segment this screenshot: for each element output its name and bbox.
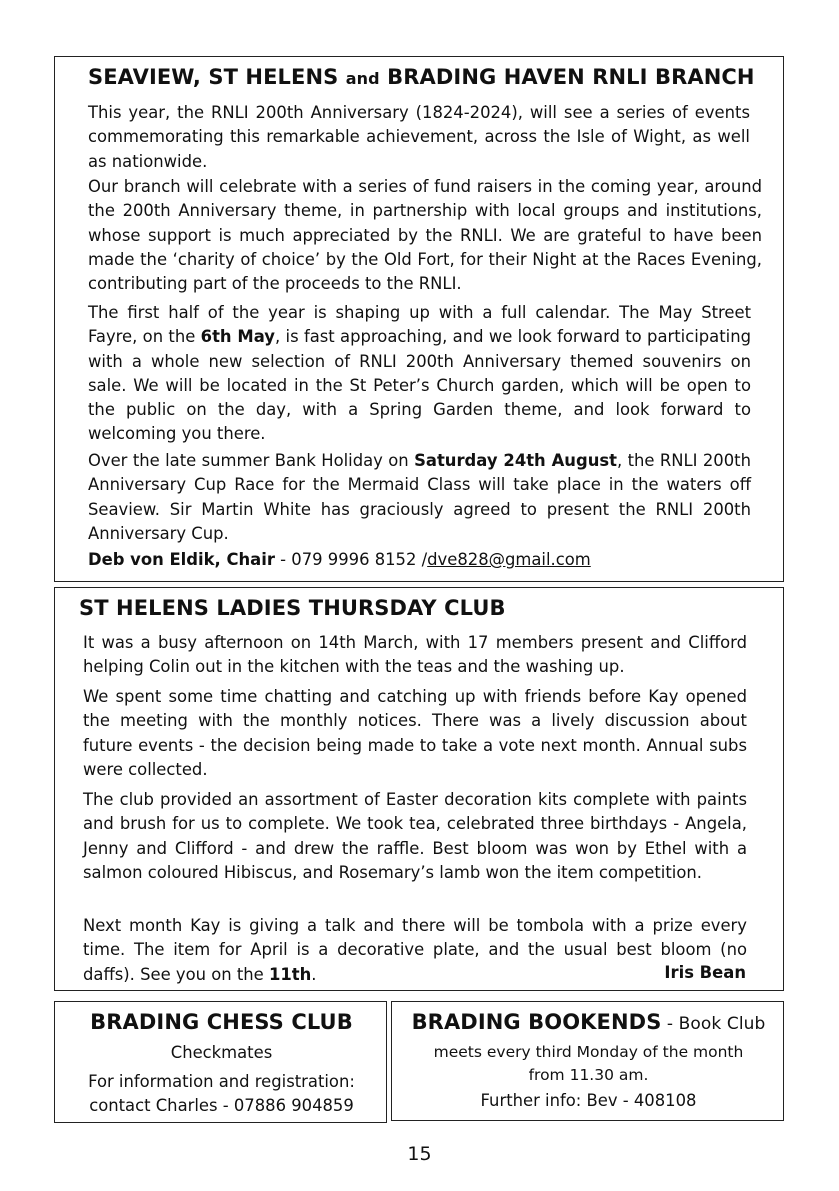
page-number: 15 [407, 1143, 432, 1165]
ladies-author: Iris Bean [664, 963, 746, 982]
rnli-p4-text-a: Over the late summer Bank Holiday on [88, 451, 409, 470]
rnli-p3-date: 6th May [200, 327, 275, 347]
chess-heading: BRADING CHESS CLUB [90, 1010, 353, 1034]
rnli-paragraph-4 [88, 449, 751, 546]
rnli-p4-text-b: , the RNLI 200th Anniversary Cup Race for the Mermaid Class will take place in the waters off Seaview. Sir Martin White has graciously agreed to present the RNLI 200th Anniversary Cup. [88, 451, 751, 543]
bookends-title: BRADING BOOKENDS [411, 1010, 662, 1034]
rnli-p3-text-a: The first half of the year is shaping up with a full calendar. The May Street Fayre, on the [88, 303, 751, 347]
rnli-heading-and: and [345, 69, 380, 88]
rnli-branch-section [54, 56, 784, 582]
rnli-p3-text-b: , is fast approaching, and we look forward to participating with a whole new selection of RNLI 200th Anniversary themed souvenirs on sale. We will be located in the St Peter’s Church garden, which will be open to the public on the day, with a Spring Garden theme, and look forward to welcoming you there. [88, 327, 751, 444]
rnli-heading [88, 65, 755, 89]
ladies-paragraph-2: We spent some time chatting and catching up with friends before Kay opened the meeting with the monthly notices. There was a lively discussion about future events - the decision being made to take a vote next month. Annual subs were collected. [83, 687, 747, 779]
ladies-paragraph-1: It was a busy afternoon on 14th March, with 17 members present and Clifford helping Colin out in the kitchen with the teas and the washing up. [83, 633, 747, 677]
ladies-p4-period: . [311, 964, 317, 984]
chess-info-line-2: contact Charles - 07886 904859 [89, 1096, 354, 1115]
bookends-line-1: meets every third Monday of the month [433, 1043, 744, 1061]
rnli-signature-name: Deb von Eldik, Chair [88, 550, 275, 569]
ladies-thursday-club-section [54, 587, 784, 991]
rnli-heading-part1: SEAVIEW, ST HELENS [88, 65, 339, 89]
chess-club-section [54, 1001, 387, 1123]
rnli-p4-date: Saturday 24th August [414, 451, 617, 470]
chess-subtitle: Checkmates [170, 1043, 273, 1062]
rnli-signature-phone: - 079 9996 8152 / [274, 550, 428, 569]
ladies-heading: ST HELENS LADIES THURSDAY CLUB [79, 596, 506, 620]
ladies-paragraph-4 [83, 914, 747, 987]
rnli-paragraph-2: Our branch will celebrate with a series of fund raisers in the coming year, around the 200th Anniversary theme, in partnership with local groups and institutions, whose support is much appreciated by the RNLI. We are grateful to have been made the ‘charity of choice’ by the Old Fort, for their Night at the Races Evening, contributing part of the proceeds to the RNLI. [88, 177, 762, 294]
bookends-line-2: from 11.30 am. [528, 1066, 649, 1084]
ladies-p4-text: Next month Kay is giving a talk and there will be tombola with a prize every time. The item for April is a decorative plate, and the usual best bloom (no daffs). See you on the [83, 916, 747, 984]
rnli-heading-part2: BRADING HAVEN RNLI BRANCH [387, 65, 755, 89]
ladies-p4-date: 11th [268, 964, 312, 984]
bookends-section [391, 1001, 784, 1121]
chess-info-line-1: For information and registration: [88, 1072, 355, 1091]
rnli-paragraph-3 [88, 301, 751, 447]
bookends-heading [392, 1010, 785, 1034]
rnli-signature [88, 550, 591, 569]
rnli-paragraph-1: This year, the RNLI 200th Anniversary (1824-2024), will see a series of events commemorating this remarkable achievement, across the Isle of Wight, as well as nationwide. [88, 103, 750, 171]
rnli-email-link[interactable]: dve828@gmail.com [427, 550, 591, 569]
bookends-title-suffix: - Book Club [661, 1014, 766, 1034]
ladies-paragraph-3: The club provided an assortment of Easter decoration kits complete with paints and brush for us to complete. We took tea, celebrated three birthdays - Angela, Jenny and Clifford - and drew the raffle. Best bloom was won by Ethel with a salmon coloured Hibiscus, and Rosemary’s lamb won the item competition. [83, 790, 747, 882]
bookends-line-3: Further info: Bev - 408108 [480, 1091, 697, 1110]
